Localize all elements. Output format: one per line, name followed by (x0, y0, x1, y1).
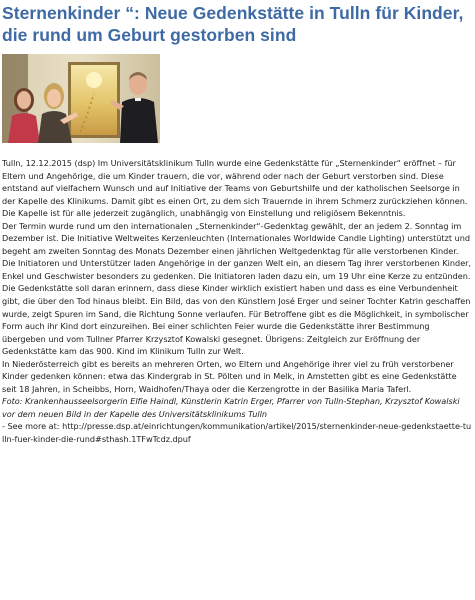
see-more-link[interactable]: - See more at: http://presse.dsp.at/einrichtungen/kommunikation/artikel/2015/sternenkinder-neue-gedenkstaette-tulln-fuer-kinder-die-rund#sthash.1TFwTcdz.dpuf (2, 421, 472, 445)
article-paragraph-2: Der Termin wurde rund um den internationalen „Sternenkinder“-Gedenktag gewählt, der an jedem 2. Sonntag im Dezember ist. Die Initiative Weltweites Kerzenleuchten (Internationales Worldwide Candle Lighting) unterstützt und begeht am zweiten Sonntag des Monats Dezember einen jährlichen Weltgedenktag für alle verstorbenen Kinder. Die Initiatoren und Unterstützer laden Angehörige in der ganzen Welt ein, an diesem Tag ihrer verstorbenen Kinder, Enkel und Geschwister besonders zu gedenken. Die Initiatoren laden dazu ein, um 19 Uhr eine Kerze zu entzünden. (2, 220, 472, 281)
photo-caption: Foto: Krankenhausseelsorgerin Elfie Haindl, Künstlerin Katrin Erger, Pfarrer von Tulln-Stephan, Krzysztof Kowalski vor dem neuen Bild in der Kapelle des Universitätsklinikums Tulln (2, 396, 460, 419)
article-photo (2, 54, 160, 143)
article-paragraph-4: In Niederösterreich gibt es bereits an mehreren Orten, wo Eltern und Angehörige ihrer viel zu früh verstorbener Kinder gedenken können: etwa das Kindergrab in St. Pölten und in Melk, in Amstetten gibt es eine Gedenkstätte seit 18 Jahren, in Scheibbs, Horn, Waidhofen/Thaya oder die Kerzengrotte in der Basilika Maria Taferl. (2, 358, 457, 394)
article-title: Sternenkinder “: Neue Gedenkstätte in Tulln für Kinder, die rund um Geburt gestorben sind (2, 3, 464, 45)
article-body (2, 157, 472, 446)
article-paragraph-3: Die Gedenkstätte soll daran erinnern, dass diese Kinder wirklich existiert haben und dass es eine Verbundenheit gibt, die über den Tod hinaus bleibt. Ein Bild, das von den Künstlern José Erger und seiner Tochter Katrin geschaffen wurde, zeigt Spuren im Sand, die Richtung Sonne verlaufen. Für Betroffene gibt es die Möglichkeit, in symbolischer Form auch ihr Kind dort einzureihen. Bei einer schlichten Feier wurde die Gedenkstätte ihrer Bestimmung übergeben und vom Tullner Pfarrer Krzysztof Kowalski gesegnet. Übrigens: Zeitgleich zur Eröffnung der Gedenkstätte kam das 900. Kind im Klinikum Tulln zur Welt. (2, 283, 471, 357)
photo-illustration (2, 54, 160, 143)
article-paragraph-1: Tulln, 12.12.2015 (dsp) Im Universitätsklinikum Tulln wurde eine Gedenkstätte für „Sternenkinder“ eröffnet – für Eltern und Angehörige, die um Kinder trauern, die vor, während oder nach der Geburt verstorben sind. Diese entstand auf vielfachem Wunsch und auf Initiative der Teams von Geburtshilfe und der katholischen Seelsorge in der Kapelle des Klinikums. Damit gibt es einen Ort, zu dem sich Trauernde in ihrem Schmerz zurückziehen können. Die Kapelle ist für alle jederzeit zugänglich, unabhängig von Einstellung und religiösem Bekenntnis. (2, 158, 468, 219)
